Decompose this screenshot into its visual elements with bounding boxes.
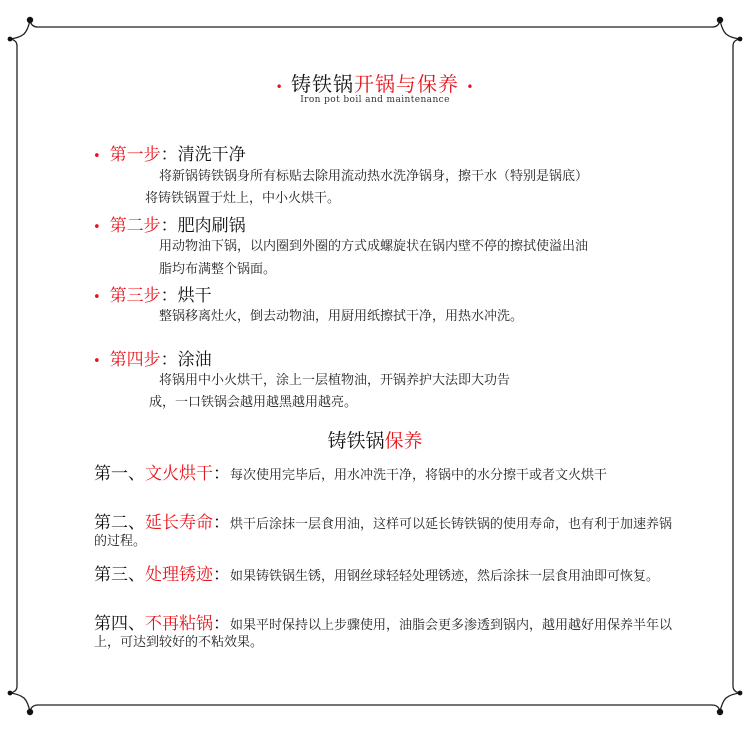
care-item-2-prefix: 第二、 (94, 513, 145, 533)
title-bullet-right: • (466, 80, 475, 94)
care-item-2-key: 延长寿命 (145, 513, 213, 533)
care-item-3 (94, 567, 679, 585)
step-3-name: 烘干 (177, 286, 212, 306)
step-2-line-1: 用动物油下锅，以内圈到外圈的方式成螺旋状在锅内壁不停的擦拭使溢出油 (159, 239, 589, 254)
care-item-1-prefix: 第一、 (94, 464, 145, 484)
care-item-4-prefix: 第四、 (94, 614, 145, 634)
care-item-1-key: 文火烘干 (145, 464, 213, 484)
step-4-sep: ： (160, 350, 178, 370)
care-item-1 (94, 466, 679, 484)
care-title-red: 保养 (384, 430, 423, 452)
step-3-line-1: 整锅移离灶火，倒去动物油，用厨用纸擦拭干净，用热水冲洗。 (159, 309, 524, 324)
care-item-2-text: 烘干后涂抹一层食用油，这样可以延长铸铁锅的使用寿命，也有利于加速养锅的过程。 (94, 517, 673, 549)
step-3-heading (93, 281, 212, 306)
step-4-bullet: • (93, 354, 101, 369)
title-red: 开锅与保养 (354, 72, 459, 96)
care-item-1-text: 每次使用完毕后，用水冲洗干净，将锅中的水分擦干或者文火烘干 (230, 468, 608, 483)
step-1-sep: ： (160, 145, 178, 165)
step-3-bullet: • (93, 290, 101, 305)
step-1-bullet: • (93, 149, 101, 164)
step-2-bullet: • (93, 220, 101, 235)
care-item-3-sep: ： (213, 565, 230, 585)
step-4-line-1: 将锅用中小火烘干，涂上一层植物油，开锅养护大法即大功告 (159, 373, 511, 388)
corner-dot-tr (717, 17, 723, 23)
care-item-3-text: 如果铸铁锅生锈，用钢丝球轻轻处理锈迹，然后涂抹一层食用油即可恢复。 (230, 569, 660, 584)
care-item-2-sep: ： (213, 513, 230, 533)
step-3-sep: ： (160, 286, 178, 306)
step-4-line-2: 成，一口铁锅会越用越黑越用越亮。 (149, 395, 358, 410)
step-2-sep: ： (160, 216, 178, 236)
care-item-2 (94, 515, 679, 550)
step-1-label: 第一步 (109, 145, 161, 165)
step-4-label: 第四步 (109, 350, 161, 370)
step-4-name: 涂油 (177, 350, 212, 370)
care-section-title (0, 426, 750, 453)
corner-dot-tl (27, 17, 33, 23)
step-3-label: 第三步 (109, 286, 161, 306)
step-1-line-1: 将新锅铸铁锅身所有标贴去除用流动热水洗净锅身，擦干水（特别是锅底） (159, 169, 589, 184)
care-item-4-key: 不再粘锅 (145, 614, 213, 634)
page-title (0, 68, 750, 97)
step-2-heading (93, 211, 246, 236)
title-black: 铸铁锅 (291, 72, 354, 96)
corner-dot-br (717, 709, 723, 715)
care-item-4-text: 如果平时保持以上步骤使用，油脂会更多渗透到锅内，越用越好用保养半年以上，可达到较好的不粘效果。 (94, 618, 673, 650)
step-1-line-2: 将铸铁锅置于灶上，中小火烘干。 (145, 191, 341, 206)
page-subtitle: Iron pot boil and maintenance (300, 95, 450, 105)
step-1-name: 清洗干净 (177, 145, 246, 165)
care-title-black: 铸铁锅 (327, 430, 385, 452)
title-bullet-left: • (275, 80, 284, 94)
step-2-name: 肥肉刷锅 (177, 216, 246, 236)
corner-dot-bl (27, 709, 33, 715)
care-item-3-key: 处理锈迹 (145, 565, 213, 585)
care-item-3-prefix: 第三、 (94, 565, 145, 585)
care-item-4 (94, 616, 679, 651)
care-item-1-sep: ： (213, 464, 230, 484)
care-item-4-sep: ： (213, 614, 230, 634)
step-1-heading (93, 140, 246, 165)
step-4-heading (93, 345, 212, 370)
step-2-line-2: 脂均布满整个锅面。 (159, 262, 277, 277)
step-2-label: 第二步 (109, 216, 161, 236)
